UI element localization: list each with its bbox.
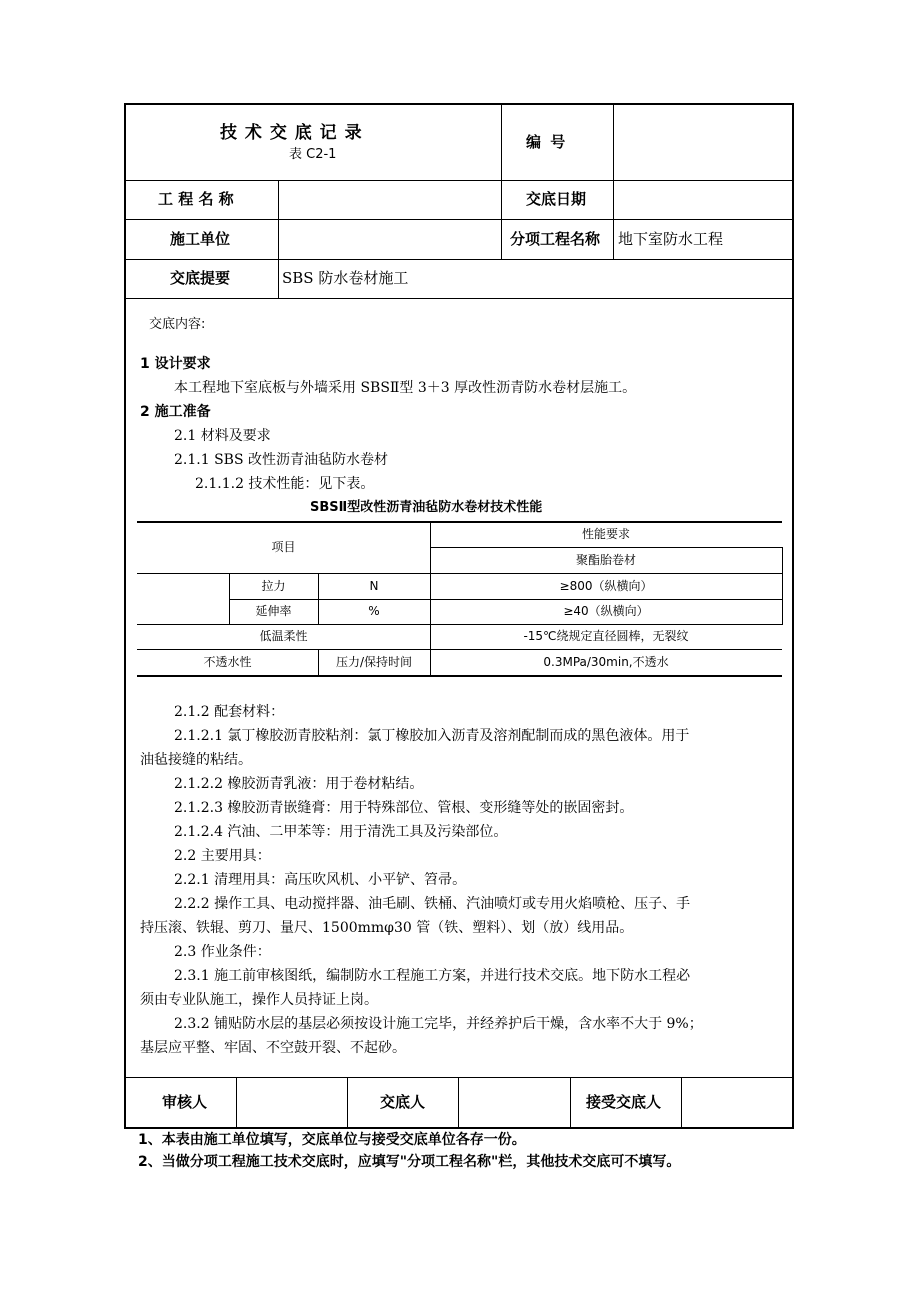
- subitem-field[interactable]: 地下室防水工程: [618, 230, 724, 248]
- paragraph: 2.1.2.4 汽油、二甲苯等：用于清洗工具及污染部位。: [174, 824, 508, 840]
- spec-cell: N: [369, 579, 379, 593]
- paragraph: 2.1.2.3 橡胶沥青嵌缝膏：用于特殊部位、管根、变形缝等处的嵌固密封。: [174, 800, 634, 816]
- paragraph: 2.1.1 SBS 改性沥青油毡防水卷材: [174, 452, 388, 468]
- grid-line: [501, 103, 502, 259]
- spec-col-item: 项目: [271, 540, 296, 554]
- spec-cell: ≥800（纵横向）: [559, 579, 653, 593]
- paragraph: 2.1.2.2 橡胶沥青乳液：用于卷材粘结。: [174, 776, 424, 792]
- grid-line: [236, 1077, 237, 1129]
- grid-line: [278, 180, 279, 298]
- grid-line: [347, 1077, 348, 1129]
- spec-cell: %: [368, 604, 380, 618]
- spec-cell: 压力/保持时间: [335, 655, 413, 669]
- reviewer-label: 审核人: [162, 1093, 208, 1111]
- summary-label: 交底提要: [170, 269, 231, 287]
- spec-table: [137, 521, 782, 676]
- grid-line: [124, 180, 794, 181]
- content-heading: 交底内容:: [149, 317, 206, 332]
- subitem-label: 分项工程名称: [510, 230, 601, 248]
- form-code: 表 C2-1: [289, 147, 337, 162]
- grid-line: [124, 219, 794, 220]
- spec-cell: 拉力: [261, 579, 286, 593]
- paragraph: 2.2.1 清理用具：高压吹风机、小平铲、笤帚。: [174, 872, 467, 888]
- paragraph: 持压滚、铁辊、剪刀、量尺、1500mmφ30 管（铁、塑料）、划（放）线用品。: [140, 920, 634, 936]
- section-heading: 2 施工准备: [140, 404, 211, 420]
- spec-cell: 延伸率: [255, 604, 292, 618]
- grid-line: [570, 1077, 571, 1129]
- paragraph: 2.1.1.2 技术性能：见下表。: [195, 476, 375, 492]
- grid-line: [613, 103, 614, 259]
- grid-line: [681, 1077, 682, 1129]
- date-label: 交底日期: [526, 190, 587, 208]
- footnote: 1、本表由施工单位填写，交底单位与接受交底单位各存一份。: [138, 1132, 526, 1148]
- paragraph: 本工程地下室底板与外墙采用 SBSⅡ型 3＋3 厚改性沥青防水卷材层施工。: [174, 380, 637, 396]
- spec-cell: 0.3MPa/30min,不透水: [543, 655, 669, 669]
- section-heading: 1 设计要求: [140, 356, 211, 372]
- summary-field[interactable]: SBS 防水卷材施工: [282, 269, 409, 287]
- grid-line: [458, 1077, 459, 1129]
- paragraph: 2.1.2 配套材料：: [174, 704, 285, 720]
- table-title: SBSⅡ型改性沥青油毡防水卷材技术性能: [310, 500, 543, 515]
- grid-line: [124, 298, 794, 299]
- paragraph: 2.2.2 操作工具、电动搅拌器、油毛刷、铁桶、汽油喷灯或专用火焰喷枪、压子、手: [174, 896, 691, 912]
- spec-col-req: 性能要求: [581, 527, 630, 541]
- number-label: 编 号: [526, 133, 568, 151]
- paragraph: 2.3.1 施工前审核图纸，编制防水工程施工方案，并进行技术交底。地下防水工程必: [174, 968, 691, 984]
- paragraph: 2.1 材料及要求: [174, 428, 271, 444]
- paragraph: 2.3.2 铺贴防水层的基层必须按设计施工完毕，并经养护后干燥，含水率不大于 9%；: [174, 1016, 703, 1032]
- paragraph: 基层应平整、牢固、不空鼓开裂、不起砂。: [140, 1040, 406, 1056]
- footnote: 2、当做分项工程施工技术交底时，应填写"分项工程名称"栏，其他技术交底可不填写。: [138, 1154, 681, 1170]
- spec-col-sub: 聚酯胎卷材: [575, 553, 636, 567]
- project-name-label: 工 程 名 称: [158, 190, 234, 208]
- form-title: 技 术 交 底 记 录: [220, 123, 363, 143]
- paragraph: 须由专业队施工，操作人员持证上岗。: [140, 992, 378, 1008]
- presenter-label: 交底人: [380, 1093, 426, 1111]
- paragraph: 油毡接缝的粘结。: [140, 752, 252, 768]
- contractor-label: 施工单位: [170, 230, 231, 248]
- receiver-label: 接受交底人: [586, 1093, 662, 1111]
- spec-cell: 低温柔性: [259, 629, 308, 643]
- paragraph: 2.1.2.1 氯丁橡胶沥青胶粘剂：氯丁橡胶加入沥青及溶剂配制而成的黑色液体。用于: [174, 728, 690, 744]
- spec-cell: -15℃绕规定直径圆棒，无裂纹: [523, 629, 689, 643]
- spec-cell: ≥40（纵横向）: [563, 604, 649, 618]
- grid-line: [124, 1077, 794, 1078]
- grid-line: [124, 259, 794, 260]
- paragraph: 2.2 主要用具：: [174, 848, 271, 864]
- spec-cell: 不透水性: [203, 655, 252, 669]
- paragraph: 2.3 作业条件：: [174, 944, 271, 960]
